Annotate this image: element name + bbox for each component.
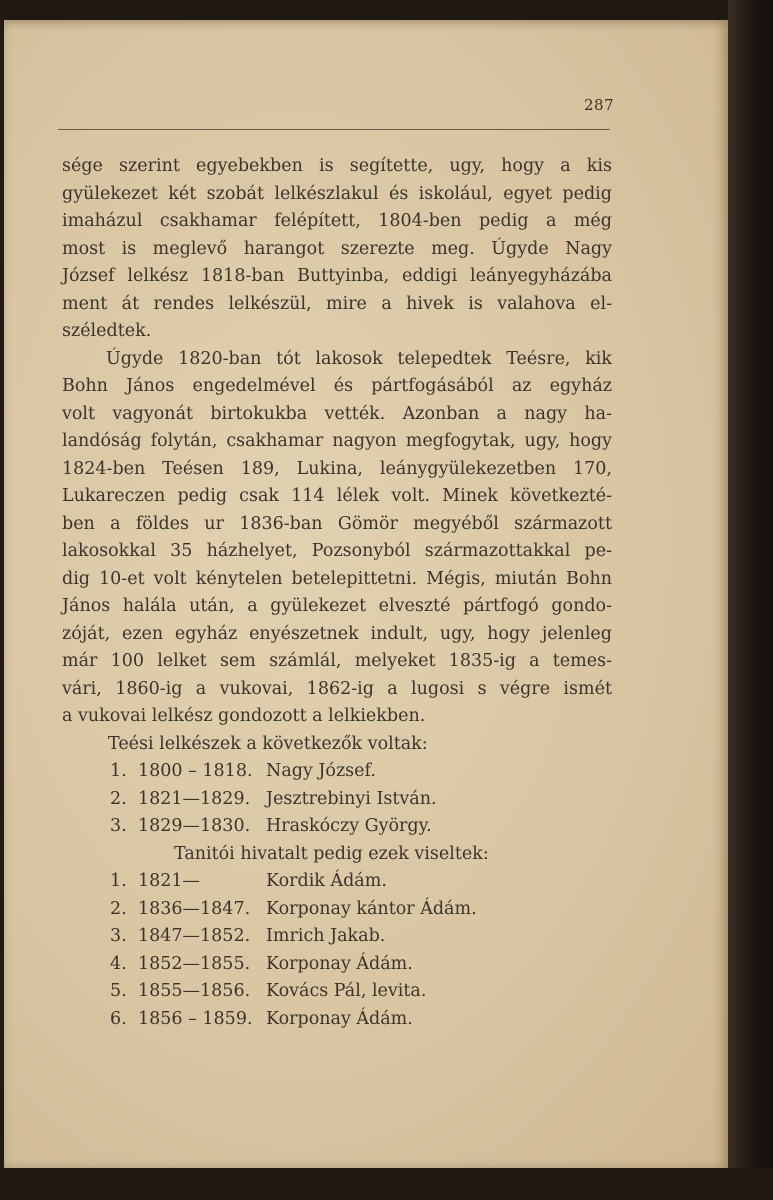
text-line: imaházul csakhamar felépített, 1804-ben pedig a még [62, 211, 612, 231]
list-item [62, 758, 612, 786]
list-item [62, 896, 612, 924]
text-line: Úgyde 1820-ban tót lakosok telepedtek Teésre, kik [106, 348, 612, 369]
list-years: 1821— [138, 871, 201, 891]
list-item [62, 923, 612, 951]
teachers-heading: Tanitói hivatalt pedig ezek viseltek: [174, 843, 489, 864]
page-number: 287 [584, 96, 615, 114]
list-number: 3. [110, 816, 127, 836]
text-line: most is meglevő harangot szerezte meg. Úgyde Nagy [62, 238, 612, 259]
teachers-list [62, 868, 612, 1033]
text-line: lakosokkal 35 házhelyet, Pozsonyból származottakkal pe- [62, 541, 612, 561]
list-years: 1836—1847. [138, 898, 251, 919]
list-years: 1821—1829. [138, 788, 251, 809]
text-line: Lukareczen pedig csak 114 lélek volt. Minek következté- [62, 486, 612, 506]
list-name: Hraskóczy György. [266, 816, 432, 836]
text-line: János halála után, a gyülekezet elveszté pártfogó gondo- [62, 596, 612, 616]
list-years: 1852—1855. [138, 953, 251, 974]
list-number: 6. [110, 1008, 127, 1029]
list-item [62, 813, 612, 841]
scan-bottom-edge [0, 1168, 773, 1200]
list-name: Nagy József. [266, 761, 376, 781]
list-number: 4. [110, 953, 127, 974]
text-line: volt vagyonát birtokukba vették. Azonban a nagy ha- [62, 403, 612, 424]
list-name: Jesztrebinyi István. [266, 788, 437, 809]
text-line: sége szerint egyebekben is segítette, ugy, hogy a kis [62, 156, 612, 176]
list-name: Kordik Ádám. [266, 871, 387, 891]
text-line: 1824-ben Teésen 189, Lukina, leánygyülekezetben 170, [62, 458, 612, 479]
paragraph-2 [62, 346, 612, 731]
text-line: vári, 1860-ig a vukovai, 1862-ig a lugosi s végre ismét [62, 678, 612, 699]
text-line: zóját, ezen egyház enyészetnek indult, ugy, hogy jelenleg [62, 623, 612, 644]
list-item [62, 786, 612, 814]
list-years: 1856 – 1859. [138, 1008, 253, 1029]
text-line: landóság folytán, csakhamar nagyon megfogytak, ugy, hogy [62, 431, 612, 451]
pastors-list [62, 758, 612, 841]
list-name: Kovács Pál, levita. [266, 981, 427, 1001]
list-years: 1847—1852. [138, 926, 251, 946]
list-number: 5. [110, 981, 127, 1001]
text-line: ment át rendes lelkészül, mire a hivek is valahova el- [62, 293, 612, 314]
list-item [62, 1006, 612, 1034]
list-number: 3. [110, 926, 127, 946]
body-text [62, 153, 612, 1033]
list-years: 1829—1830. [138, 816, 251, 836]
scan-top-edge [0, 0, 773, 20]
text-line: József lelkész 1818-ban Buttyinba, eddigi leányegyházába [62, 266, 612, 286]
text-line: a vukovai lelkész gondozott a lelkiekben. [62, 706, 426, 726]
list-item [62, 951, 612, 979]
text-line: dig 10-et volt kénytelen betelepittetni. Mégis, miután Bohn [62, 568, 612, 589]
list-name: Korponay Ádám. [266, 1008, 413, 1029]
list-name: Korponay kántor Ádám. [266, 898, 477, 919]
list-years: 1855—1856. [138, 981, 251, 1001]
list-item [62, 868, 612, 896]
list-years: 1800 – 1818. [138, 761, 253, 781]
text-line: széledtek. [62, 321, 152, 341]
text-line: ben a földes ur 1836-ban Gömör megyéből származott [62, 513, 612, 534]
book-spine [728, 0, 773, 1200]
list-number: 2. [110, 788, 127, 809]
text-line: Bohn János engedelmével és pártfogásából az egyház [62, 376, 612, 396]
pastors-heading: Teési lelkészek a következők voltak: [108, 733, 428, 754]
list-name: Imrich Jakab. [266, 926, 386, 946]
list-item [62, 978, 612, 1006]
list-number: 1. [110, 871, 127, 891]
list-number: 1. [110, 761, 127, 781]
text-line: már 100 lelket sem számlál, melyeket 1835-ig a temes- [62, 651, 612, 671]
list-number: 2. [110, 898, 127, 919]
header-rule [58, 129, 610, 130]
text-line: gyülekezet két szobát lelkészlakul és iskolául, egyet pedig [62, 183, 612, 204]
list-name: Korponay Ádám. [266, 953, 413, 974]
paragraph-1 [62, 153, 612, 346]
